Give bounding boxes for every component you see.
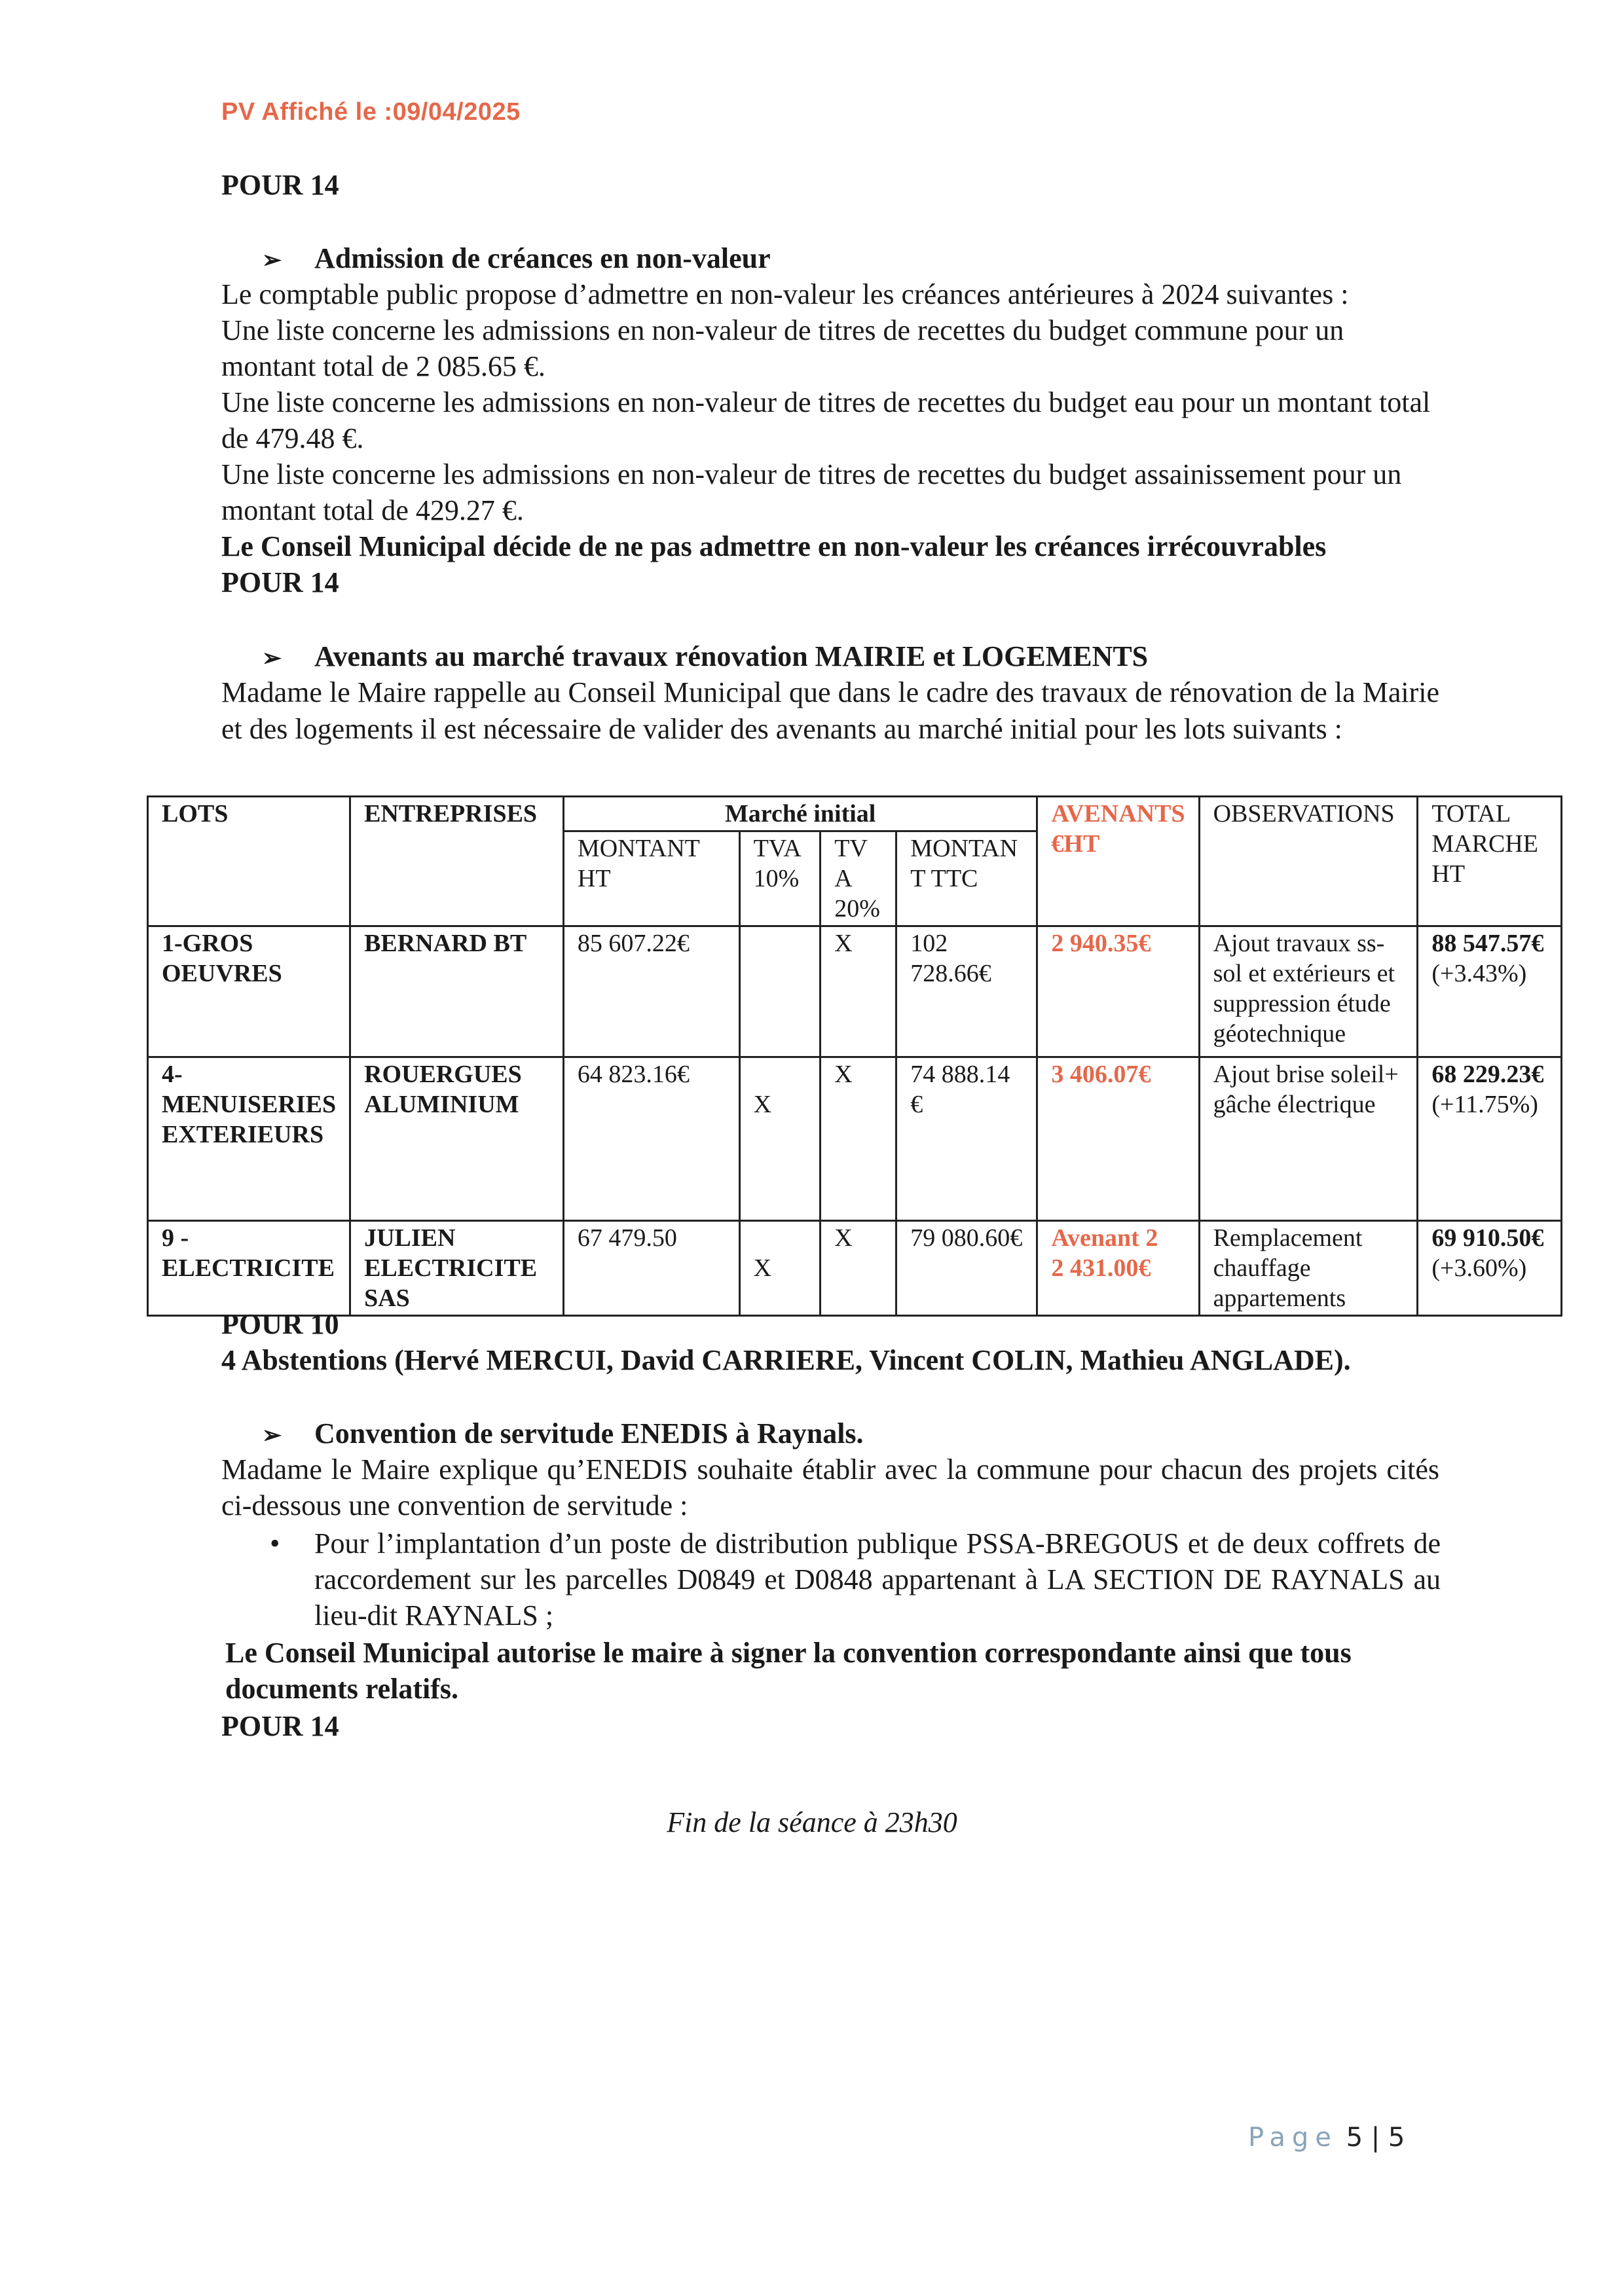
cell-tva-10: X — [739, 1057, 821, 1221]
page-footer — [1248, 2123, 1405, 2153]
avenant-amount: 2 940.35€ — [1051, 930, 1151, 957]
total-amount: 69 910.50€ — [1431, 1224, 1544, 1252]
posted-date-header: PV Affiché le :09/04/2025 — [221, 98, 521, 126]
cell-entreprise: JULIEN ELECTRICITE SAS — [350, 1221, 564, 1316]
cell-montant-ht: 85 607.22€ — [563, 926, 739, 1057]
section-admission-title — [262, 240, 771, 278]
cell-observations: Ajout travaux ss-sol et extérieurs et suppression étude géotechnique — [1199, 926, 1418, 1057]
paragraph-line: Le comptable public propose d’admettre en non-valeur les créances antérieures à 2024 suivantes : — [221, 278, 1349, 310]
total-percent: (+3.60%) — [1431, 1254, 1527, 1282]
section-enedis-intro: Madame le Maire explique qu’ENEDIS souhaite établir avec la commune pour chacun des projets cités ci-dessous une convention de servitude : — [221, 1453, 1439, 1522]
cell-lot: 1-GROS OEUVRES — [148, 926, 350, 1057]
total-percent: (+3.43%) — [1431, 960, 1527, 987]
header-tva-20: TV A 20% — [821, 831, 896, 926]
avenant-amount: 3 406.07€ — [1051, 1061, 1151, 1088]
cell-montant-ttc: 74 888.14 € — [896, 1057, 1037, 1221]
vote-result: POUR 14 — [221, 566, 339, 598]
abstentions-text: 4 Abstentions (Hervé MERCUI, David CARRIERE, Vincent COLIN, Mathieu ANGLADE). — [221, 1344, 1351, 1376]
cell-entreprise: ROUERGUES ALUMINIUM — [350, 1057, 564, 1221]
cell-avenant — [1037, 926, 1199, 1057]
table-row — [148, 926, 1562, 1057]
section-title-text: Avenants au marché travaux rénovation MAIRIE et LOGEMENTS — [314, 640, 1149, 672]
header-lots: LOTS — [148, 797, 350, 926]
header-observations: OBSERVATIONS — [1199, 797, 1418, 926]
arrowhead-bullet-icon: ➢ — [262, 645, 282, 671]
table-row — [148, 1057, 1562, 1221]
cell-tva-20: X — [821, 1057, 896, 1221]
cell-montant-ht: 64 823.16€ — [563, 1057, 739, 1221]
vote-result: POUR 14 — [221, 1710, 339, 1742]
cell-tva-10: X — [739, 1221, 821, 1316]
bullet-dot-icon: • — [270, 1527, 280, 1559]
header-marche-initial: Marché initial — [563, 797, 1037, 831]
section-avenants-title — [262, 638, 1148, 676]
avenants-table — [147, 795, 1562, 1317]
avenant-label: Avenant 2 — [1051, 1224, 1158, 1252]
avenant-amount: 2 431.00€ — [1051, 1254, 1151, 1282]
section-enedis-title — [262, 1415, 864, 1453]
table-row — [148, 1221, 1562, 1316]
section-admission-body — [221, 276, 1439, 600]
arrowhead-bullet-icon: ➢ — [262, 247, 282, 273]
page-total: 5 — [1388, 2123, 1405, 2153]
cell-montant-ttc: 102 728.66€ — [896, 926, 1037, 1057]
total-percent: (+11.75%) — [1431, 1091, 1538, 1118]
cell-total — [1418, 1221, 1562, 1316]
cell-avenant — [1037, 1221, 1199, 1316]
cell-total — [1418, 1057, 1562, 1221]
cell-lot: 4-MENUISERIES EXTERIEURS — [148, 1057, 350, 1221]
paragraph-line: Une liste concerne les admissions en non-valeur de titres de recettes du budget eau pour un montant total de 479.48 €. — [221, 386, 1431, 454]
vote-result: POUR 10 — [221, 1308, 339, 1340]
total-amount: 88 547.57€ — [1431, 930, 1544, 957]
arrowhead-bullet-icon: ➢ — [262, 1422, 282, 1448]
list-item — [262, 1525, 1441, 1633]
closing-text: Fin de la séance à 23h30 — [667, 1806, 957, 1838]
cell-total — [1418, 926, 1562, 1057]
cell-observations: Ajout brise soleil+ gâche électrique — [1199, 1057, 1418, 1221]
table-header-row — [148, 797, 1562, 831]
total-amount: 68 229.23€ — [1431, 1061, 1544, 1088]
page-current: 5 — [1346, 2123, 1363, 2153]
header-montant-ttc: MONTAN T TTC — [896, 831, 1037, 926]
list-item-text: Pour l’implantation d’un poste de distribution publique PSSA-BREGOUS et de deux coffrets de raccordement sur les parcelles D0849 et D0848 appartenant à LA SECTION DE RAYNALS au lieu-dit RAYNALS ; — [314, 1527, 1441, 1631]
section-title-text: Admission de créances en non-valeur — [314, 242, 771, 274]
cell-observations: Remplacement chauffage appartements — [1199, 1221, 1418, 1316]
paragraph-line: Une liste concerne les admissions en non-valeur de titres de recettes du budget commune pour un montant total de 2 085.65 €. — [221, 314, 1344, 382]
cell-montant-ht: 67 479.50 — [563, 1221, 739, 1316]
cell-tva-20: X — [821, 1221, 896, 1316]
header-entreprises: ENTREPRISES — [350, 797, 564, 926]
section-avenants-intro: Madame le Maire rappelle au Conseil Municipal que dans le cadre des travaux de rénovation de la Mairie et des logements il est nécessaire de valider des avenants au marché initial pour les lots suivants : — [221, 676, 1439, 745]
cell-tva-20: X — [821, 926, 896, 1057]
cell-entreprise: BERNARD BT — [350, 926, 564, 1057]
header-total: TOTAL MARCHE HT — [1418, 797, 1562, 926]
decision-text: Le Conseil Municipal autorise le maire à signer la convention correspondante ainsi que tous documents relatifs. — [225, 1637, 1352, 1705]
paragraph-line: Une liste concerne les admissions en non-valeur de titres de recettes du budget assainissement pour un montant total de 429.27 €. — [221, 458, 1402, 526]
section-title-text: Convention de servitude ENEDIS à Raynals. — [314, 1417, 864, 1449]
header-avenants: AVENANTS €HT — [1037, 797, 1199, 926]
cell-montant-ttc: 79 080.60€ — [896, 1221, 1037, 1316]
cell-avenant — [1037, 1057, 1199, 1221]
header-tva-10: TVA 10% — [739, 831, 821, 926]
page-separator: | — [1363, 2123, 1388, 2153]
header-montant-ht: MONTANT HT — [563, 831, 739, 926]
top-vote: POUR 14 — [221, 169, 339, 201]
cell-tva-10 — [739, 926, 821, 1057]
decision-text: Le Conseil Municipal décide de ne pas admettre en non-valeur les créances irrécouvrables — [221, 530, 1327, 562]
page-word: Page — [1248, 2123, 1338, 2153]
cell-lot: 9 - ELECTRICITE — [148, 1221, 350, 1316]
